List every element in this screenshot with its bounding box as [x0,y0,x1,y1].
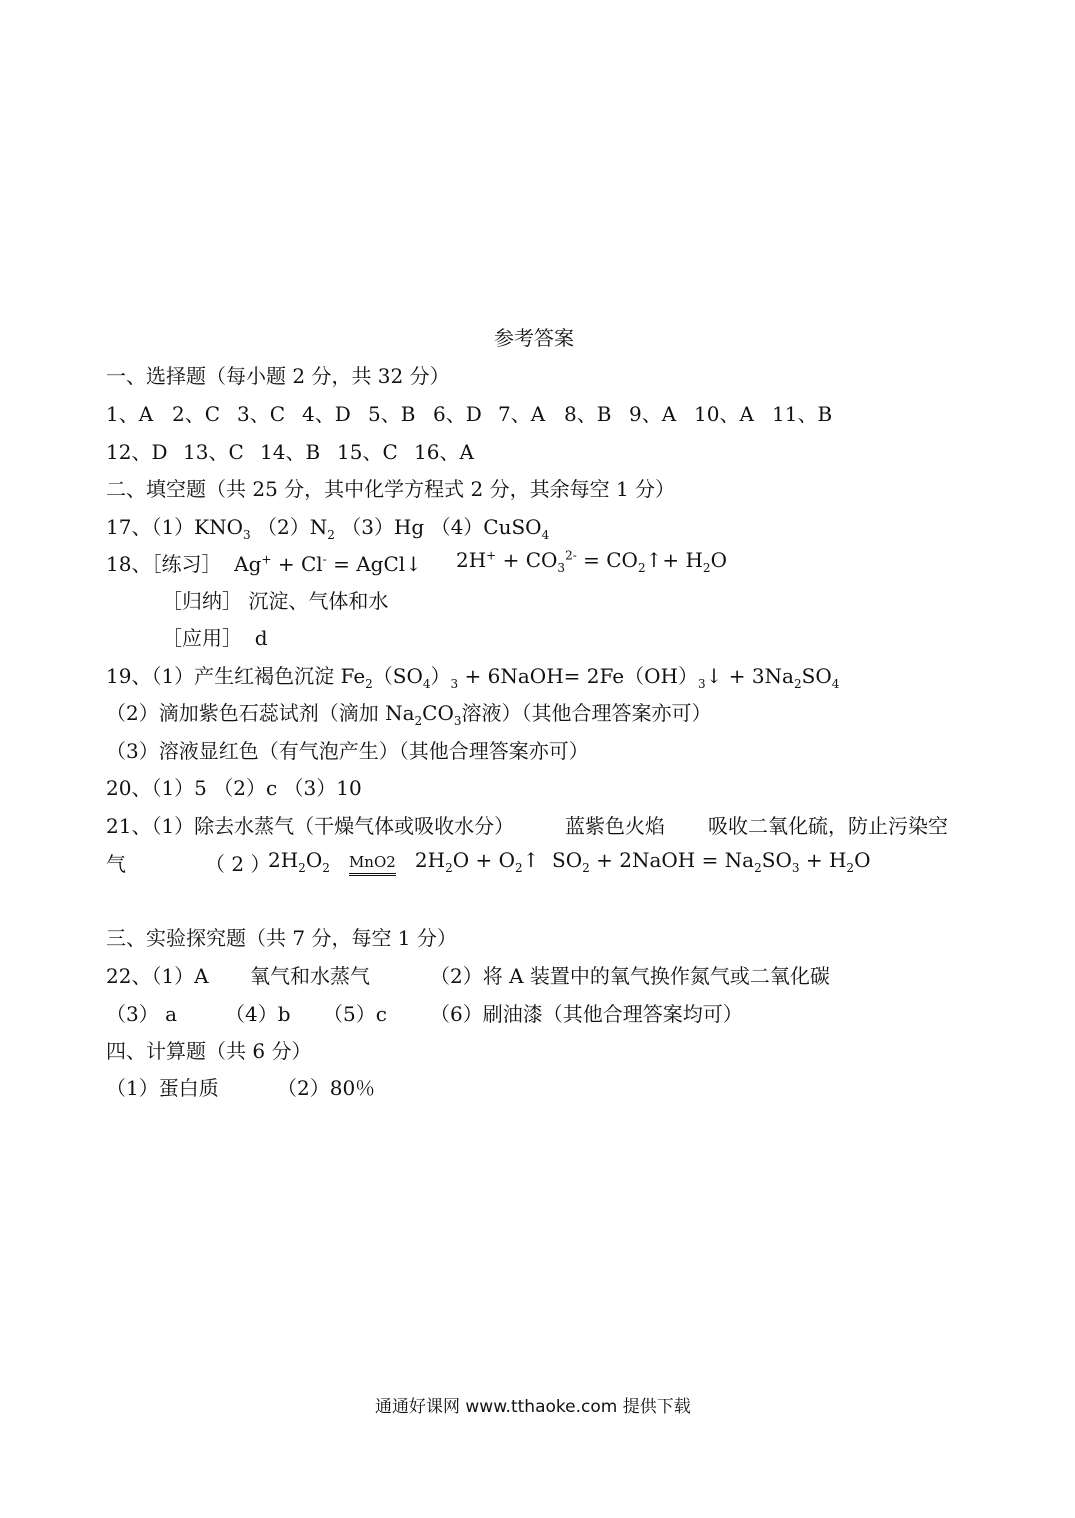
mc-answer: 10、A [694,402,754,426]
q17-answer: 17、$(1)KNO_3$ $(2)N_2$ （3）Hg （4）CuSO$_4$ [106,515,550,542]
mc-answer: 11、B [772,402,833,426]
section3-heading: 三、实验探究题（共 7 分，每空 1 分） [106,926,457,950]
q22-part1: 22、（1）A [106,964,209,988]
q22-part6: （6）刷油漆（其他合理答案均可） [430,1002,743,1026]
q21-purpose: 吸收二氧化硫，防止污染空 [708,814,948,838]
mc-answer: 16、A [414,440,474,464]
mc-answer: 15、C [337,440,398,464]
q19-part2: （2）滴加紫色石蕊试剂（滴加 $Na_2CO_3$溶液）（其他合理答案亦可） [106,701,712,728]
q21-equation-1: $2H_2O_2$ MnO2 $2H_2O$ + $O_2↑$ [268,848,540,875]
q18-application: ［应用］ d [162,626,268,650]
mc-answer: 3、C [237,402,286,426]
q21-cont: 气 [106,852,126,876]
q18-equation-2: $2H^+ + CO_3^{2-}$ = $CO_2↑+ H_2O$ [456,548,727,575]
q21-flame: 蓝紫色火焰 [565,814,665,838]
q22-part2: （2）将 A 装置中的氧气换作氮气或二氧化碳 [430,964,830,988]
mc-answer: 8、B [564,402,612,426]
mc-answer: 9、A [629,402,677,426]
q22-part4: （4）b [225,1002,291,1026]
q21-equation-2: $SO_2$ + 2NaOH = $Na_2SO_3 + H_2O$ [552,848,871,875]
q22-part3: （3） a [106,1002,178,1026]
q22-part1-answer: 氧气和水蒸气 [250,964,370,988]
section2-heading: 二、填空题（共 25 分，其中化学方程式 2 分，其余每空 1 分） [106,477,676,501]
mc-answer: 4、D [302,402,351,426]
q18-practice: 18、［练习］ Ag+ + Cl- = AgCl↓ [106,552,422,576]
page-title: 参考答案 [494,326,574,350]
mc-answer: 14、B [260,440,321,464]
mc-answer: 13、C [183,440,244,464]
section1-heading: 一、选择题（每小题 2 分，共 32 分） [106,364,450,388]
section4-heading: 四、计算题（共 6 分） [106,1039,312,1063]
q21-part2-label: （ 2 ） [205,852,271,876]
calc-part2: （2）80％ [277,1076,376,1100]
q19-part3: （3）溶液显红色（有气泡产生）（其他合理答案亦可） [106,739,589,763]
q21-part1: 21、（1）除去水蒸气（干燥气体或吸收水分） [106,814,515,838]
footer-text: 通通好课网 www.tthaoke.com 提供下载 [375,1397,691,1417]
mc-answer: 2、C [172,402,221,426]
q18-summary: ［归纳］ 沉淀、气体和水 [162,589,389,613]
catalyst-label: MnO2 [349,853,396,876]
q19-part1: 19、（1）产生红褐色沉淀 $Fe_2(SO_4)_3$ + 6NaOH= $2Fe(OH)_3↓ + 3Na_2SO_4$ [106,664,840,691]
mc-answer: 7、A [498,402,546,426]
mc-answer: 5、B [368,402,416,426]
mc-answer: 6、D [433,402,482,426]
calc-part1: （1）蛋白质 [106,1076,219,1100]
mc-answer: 1、A [106,402,154,426]
q22-part5: （5）c [323,1002,387,1026]
q20-answer: 20、（1）5 （2）c （3）10 [106,776,362,800]
mc-answer: 12、D [106,440,168,464]
